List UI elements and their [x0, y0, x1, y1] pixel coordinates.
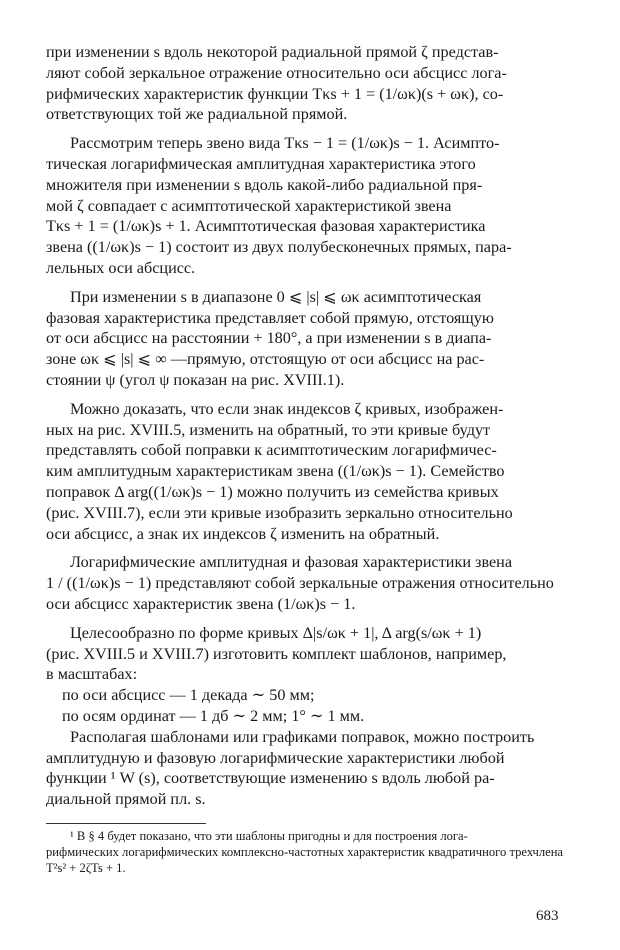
paragraph-conclusion	[46, 727, 566, 810]
text-line: зоне ωκ ⩽ |s| ⩽ ∞ —прямую, отстоящую от оси абсцисс на рас-	[46, 350, 485, 369]
text-line: ответствующих той же радиальной прямой.	[46, 105, 348, 124]
text-line: ных на рис. XVIII.5, изменить на обратный, то эти кривые будут	[46, 420, 491, 439]
text-line: Рассмотрим теперь звено вида Tκs − 1 = (1/ωκ)s − 1. Асимпто-	[70, 134, 500, 153]
text-line: Целесообразно по форме кривых Δ|s/ωκ + 1|, Δ arg(s/ωκ + 1)	[70, 623, 482, 642]
paragraph-scales	[46, 685, 566, 727]
text-line: тическая логарифмическая амплитудная характеристика этого	[46, 154, 476, 173]
footnote-line: T²s² + 2ζTs + 1.	[46, 861, 126, 875]
footnote-line: рифмических логарифмических комплексно-частотных характеристик квадратичного трехчлена	[46, 845, 564, 859]
text-line: 1 / ((1/ωκ)s − 1) представляют собой зеркальные отражения относительно	[46, 574, 554, 593]
text-line: функции ¹ W (s), соответствующие изменению s вдоль любой ра-	[46, 769, 495, 788]
text-line: при изменении s вдоль некоторой радиальной прямой ζ представ-	[46, 43, 499, 61]
text-line: от оси абсцисс на расстоянии + 180°, а при изменении s в диапа-	[46, 329, 492, 348]
footnote	[46, 828, 566, 876]
paragraph-link-minus	[46, 133, 566, 279]
text-line: диальной прямой пл. s.	[46, 790, 206, 809]
paragraph-proof	[46, 399, 566, 545]
footnote-line: ¹ В § 4 будет показано, что эти шаблоны пригодны и для построения лога-	[70, 829, 468, 843]
page-number: 683	[536, 908, 559, 924]
text-line: ким амплитудным характеристикам звена ((1/ωκ)s − 1). Семейство	[46, 462, 505, 481]
text-line: Tκs + 1 = (1/ωκ)s + 1. Асимптотическая фазовая характеристика	[46, 217, 486, 236]
text-line: звена ((1/ωκ)s − 1) состоит из двух полубесконечных прямых, пара-	[46, 238, 512, 257]
text-line: ляют собой зеркальное отражение относительно оси абсцисс лога-	[46, 63, 507, 82]
paragraph-continuation	[46, 42, 566, 125]
text-line: лельных оси абсцисс.	[46, 258, 196, 277]
text-line: оси абсцисс характеристик звена (1/ωκ)s − 1.	[46, 594, 356, 613]
text-line: При изменении s в диапазоне 0 ⩽ |s| ⩽ ωκ асимптотическая	[70, 287, 482, 306]
text-line: (рис. XVIII.7), если эти кривые изобразить зеркально относительно	[46, 503, 513, 522]
text-line: по оси абсцисс — 1 декада ∼ 50 мм;	[62, 686, 315, 705]
text-line: (рис. XVIII.5 и XVIII.7) изготовить комплект шаблонов, например,	[46, 644, 507, 663]
text-line: Логарифмические амплитудная и фазовая характеристики звена	[70, 553, 513, 572]
paragraph-phase-range	[46, 287, 566, 391]
text-line: рифмических характеристик функции Tκs + 1 = (1/ωκ)(s + ωκ), со-	[46, 84, 504, 103]
paragraph-templates	[46, 623, 566, 685]
text-line: множителя при изменении s вдоль какой-либо радиальной пря-	[46, 175, 483, 194]
text-line: поправок Δ arg((1/ωκ)s − 1) можно получить из семейства кривых	[46, 482, 499, 501]
text-line: амплитудную и фазовую логарифмические характеристики любой	[46, 748, 505, 767]
text-line: оси абсцисс, а знак их индексов ζ изменить на обратный.	[46, 524, 440, 543]
text-line: представлять собой поправки к асимптотическим логарифмичес-	[46, 441, 497, 460]
text-line: фазовая характеристика представляет собой прямую, отстоящую	[46, 308, 494, 327]
text-line: мой ζ совпадает с асимптотической характеристикой звена	[46, 196, 452, 215]
main-text	[46, 42, 566, 810]
text-line: в масштабах:	[46, 665, 138, 684]
text-line: Можно доказать, что если знак индексов ζ кривых, изображен-	[70, 399, 504, 418]
text-line: стоянии ψ (угол ψ показан на рис. XVIII.1).	[46, 370, 345, 389]
paragraph-reciprocal	[46, 552, 566, 614]
text-line: Располагая шаблонами или графиками поправок, можно построить	[70, 727, 535, 746]
footnote-divider	[46, 823, 206, 824]
text-line: по осям ординат — 1 дб ∼ 2 мм; 1° ∼ 1 мм.	[62, 706, 365, 725]
